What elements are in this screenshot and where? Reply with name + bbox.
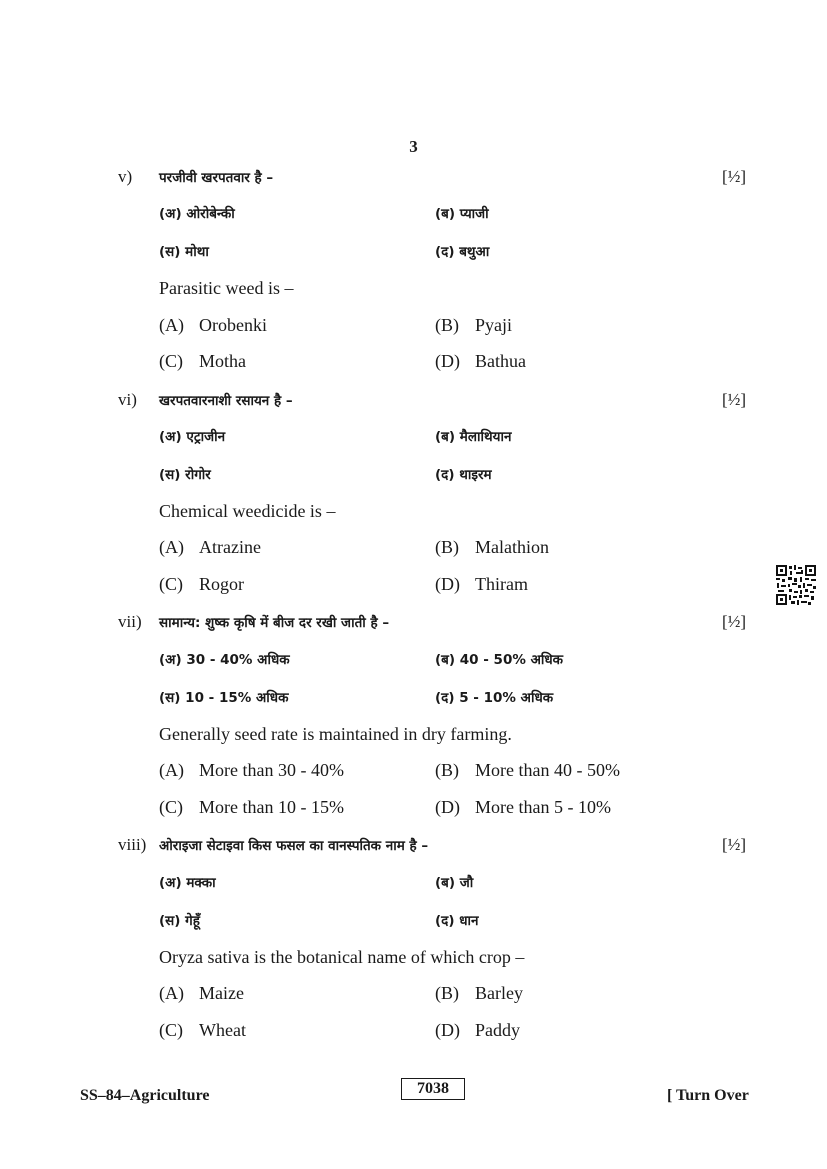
- english-question: Oryza sativa is the botanical name of which crop –: [159, 947, 525, 967]
- option-hindi-a: (अ) ओरोबेन्की: [159, 206, 235, 222]
- option-english-b: (B) Barley: [435, 983, 523, 1003]
- marks: [½]: [722, 167, 747, 186]
- hindi-question: परजीवी खरपतवार है –: [159, 170, 274, 186]
- hindi-question: सामान्य: शुष्क कृषि में बीज दर रखी जाती है –: [159, 615, 390, 631]
- page-number: 3: [409, 137, 418, 156]
- option-english-b: (B) Pyaji: [435, 315, 513, 335]
- question-number: viii): [118, 835, 147, 854]
- option-english-d: (D) Thiram: [435, 574, 528, 594]
- option-hindi-b: (ब) प्याजी: [435, 206, 489, 222]
- option-english-c: (C) Rogor: [159, 574, 244, 594]
- option-english-a: (A) More than 30 - 40%: [159, 760, 344, 780]
- marks: [½]: [722, 390, 747, 409]
- paper-code: SS–84–Agriculture: [80, 1087, 210, 1104]
- option-hindi-b: (ब) 40 - 50% अधिक: [435, 652, 564, 668]
- option-english-d: (D) Paddy: [435, 1020, 520, 1040]
- option-english-d: (D) More than 5 - 10%: [435, 797, 611, 817]
- hindi-question: ओराइजा सेटाइवा किस फसल का वानस्पतिक नाम है –: [159, 838, 429, 854]
- option-english-c: (C) More than 10 - 15%: [159, 797, 344, 817]
- option-hindi-b: (ब) जौ: [435, 875, 474, 891]
- option-hindi-a: (अ) 30 - 40% अधिक: [159, 652, 290, 668]
- qr-code-icon: [776, 565, 816, 605]
- option-english-b: (B) Malathion: [435, 537, 549, 557]
- option-hindi-d: (द) बथुआ: [435, 244, 490, 260]
- option-english-c: (C) Wheat: [159, 1020, 246, 1040]
- paper-number-box: 7038: [401, 1078, 465, 1100]
- option-english-a: (A) Orobenki: [159, 315, 267, 335]
- marks: [½]: [722, 612, 747, 631]
- option-hindi-c: (स) गेहूँ: [159, 913, 200, 929]
- option-english-c: (C) Motha: [159, 351, 246, 371]
- option-hindi-b: (ब) मैलाथियान: [435, 429, 512, 445]
- marks: [½]: [722, 835, 747, 854]
- turn-over-label: [ Turn Over: [667, 1087, 749, 1104]
- option-english-b: (B) More than 40 - 50%: [435, 760, 620, 780]
- option-english-a: (A) Maize: [159, 983, 244, 1003]
- option-hindi-d: (द) 5 - 10% अधिक: [435, 690, 554, 706]
- option-hindi-a: (अ) मक्का: [159, 875, 216, 891]
- option-hindi-c: (स) मोथा: [159, 244, 209, 260]
- question-number: v): [118, 167, 133, 186]
- hindi-question: खरपतवारनाशी रसायन है –: [159, 393, 293, 409]
- option-english-d: (D) Bathua: [435, 351, 526, 371]
- english-question: Parasitic weed is –: [159, 278, 294, 298]
- english-question: Chemical weedicide is –: [159, 501, 336, 521]
- option-hindi-d: (द) थाइरम: [435, 467, 492, 483]
- option-hindi-d: (द) धान: [435, 913, 479, 929]
- english-question: Generally seed rate is maintained in dry farming.: [159, 724, 512, 744]
- option-english-a: (A) Atrazine: [159, 537, 261, 557]
- option-hindi-c: (स) 10 - 15% अधिक: [159, 690, 289, 706]
- question-number: vi): [118, 390, 137, 409]
- option-hindi-c: (स) रोगोर: [159, 467, 211, 483]
- option-hindi-a: (अ) एट्राजीन: [159, 429, 226, 445]
- question-number: vii): [118, 612, 142, 631]
